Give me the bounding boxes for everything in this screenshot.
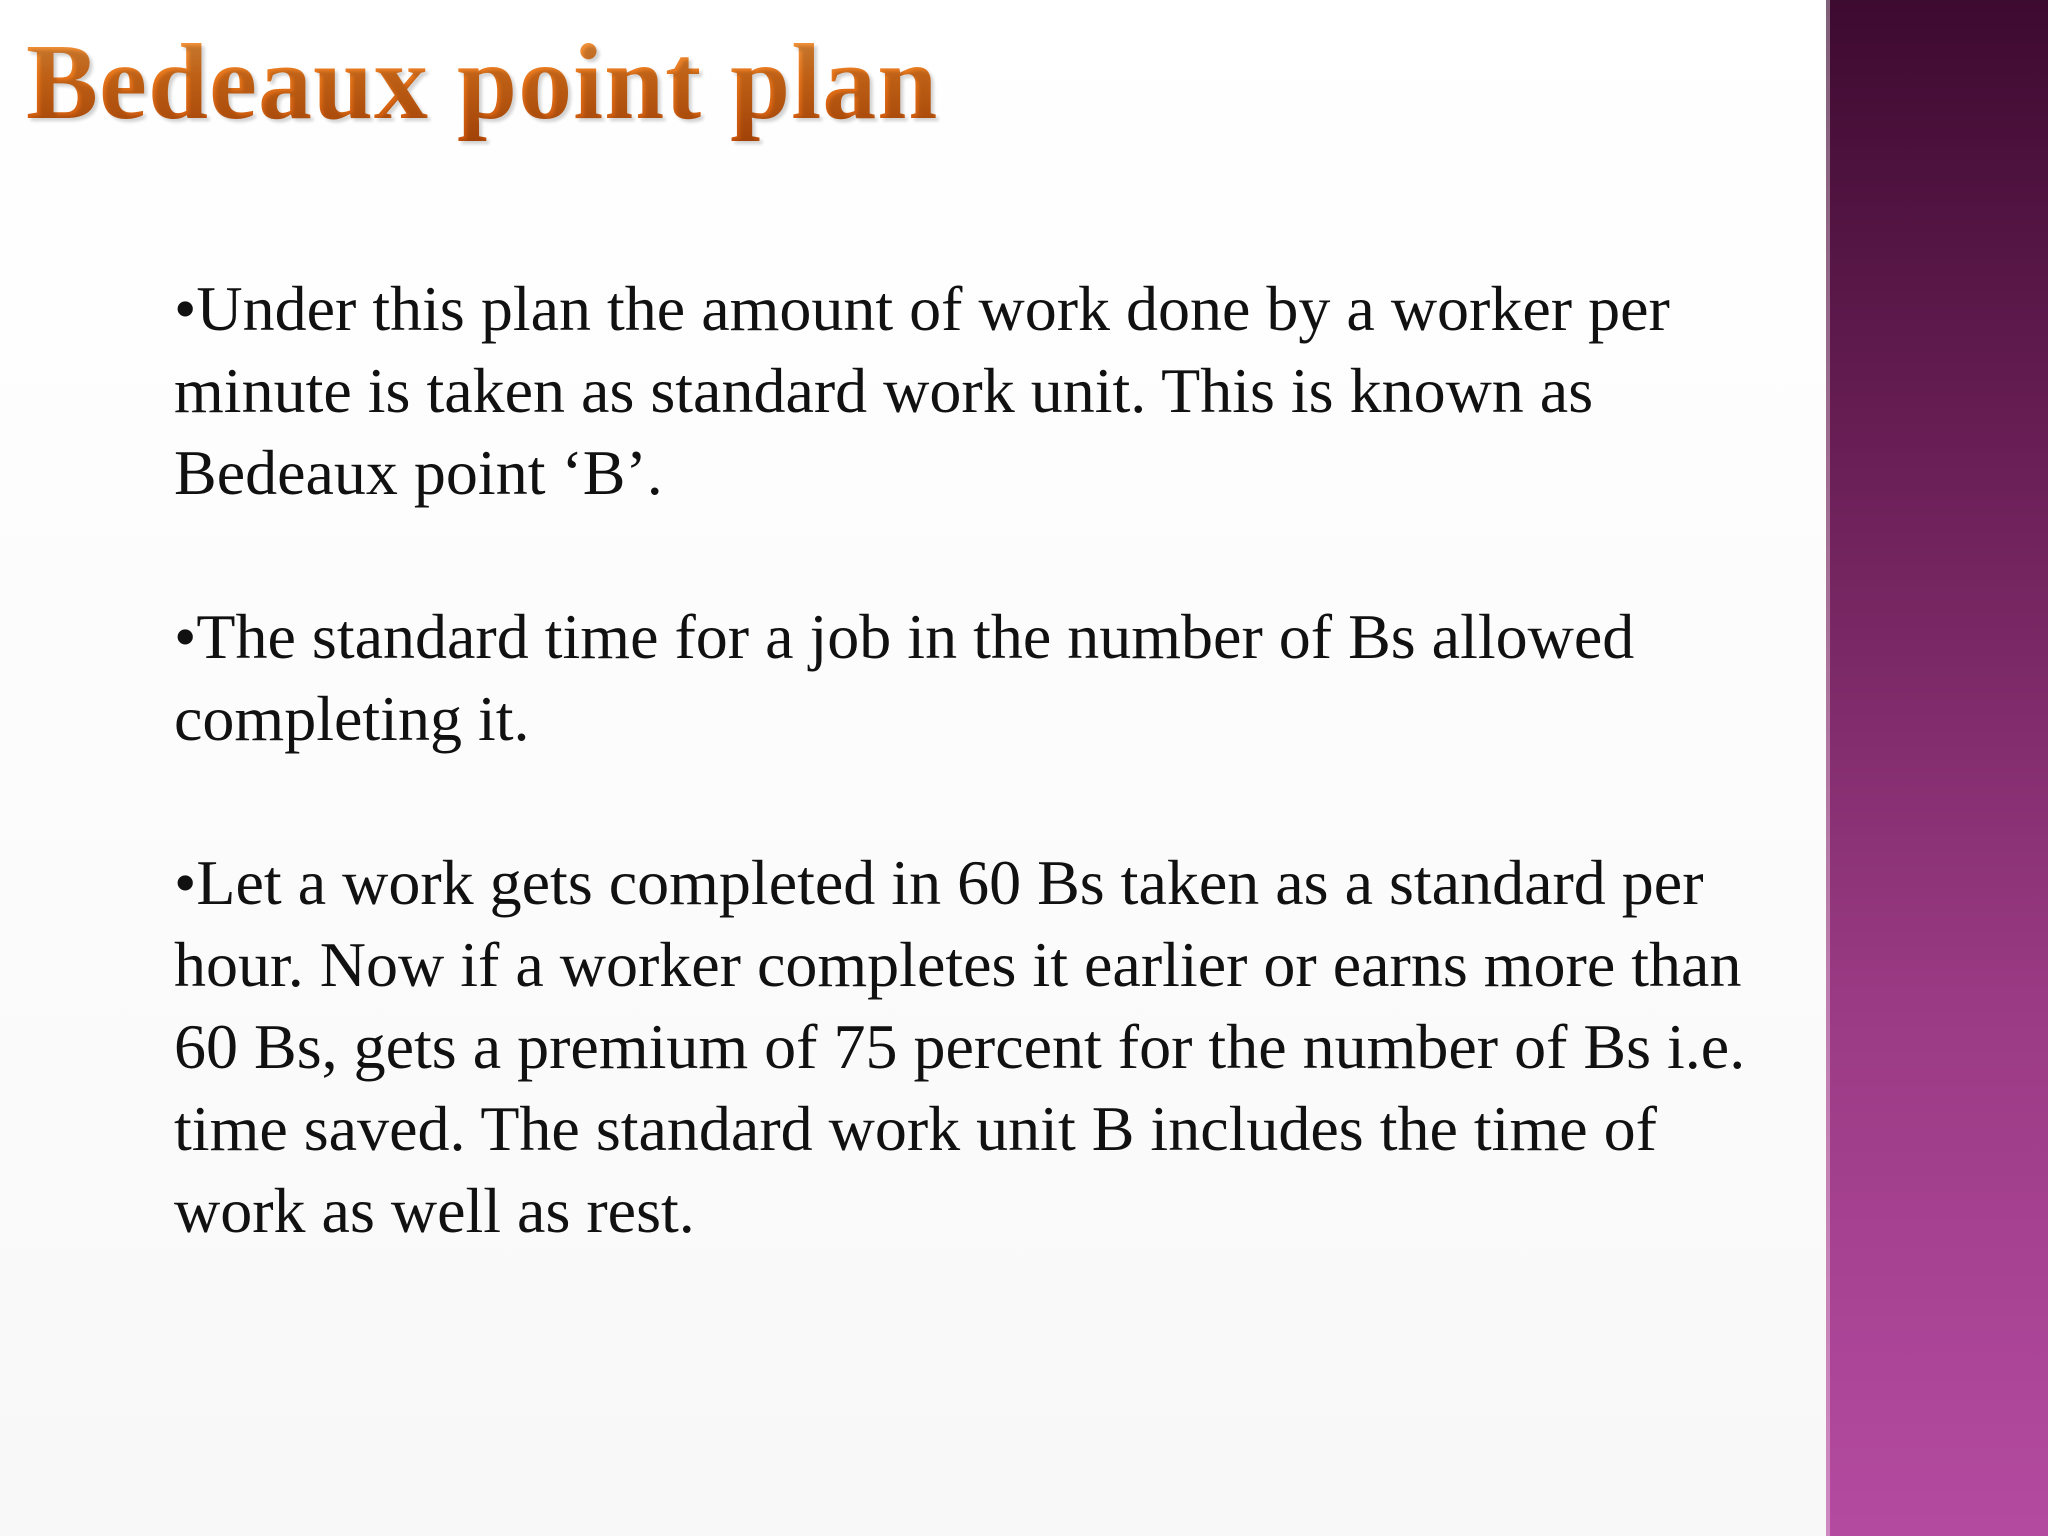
bullet-item-1: •Under this plan the amount of work done by a worker per minute is taken as standard work unit. This is known as Bedeaux point ‘B’.: [174, 273, 1670, 508]
decorative-sidebar: [1826, 0, 2048, 1536]
slide-body: [174, 268, 1794, 1252]
bullet-item-2: •The standard time for a job in the number of Bs allowed completing it.: [174, 601, 1635, 754]
slide-title: Bedeaux point plan: [26, 23, 939, 142]
bullet-item-3: •Let a work gets completed in 60 Bs taken as a standard per hour. Now if a worker completes it earlier or earns more than 60 Bs, gets a premium of 75 percent for the number of Bs i.e. time saved. The standard work unit B includes the time of work as well as rest.: [174, 847, 1746, 1246]
